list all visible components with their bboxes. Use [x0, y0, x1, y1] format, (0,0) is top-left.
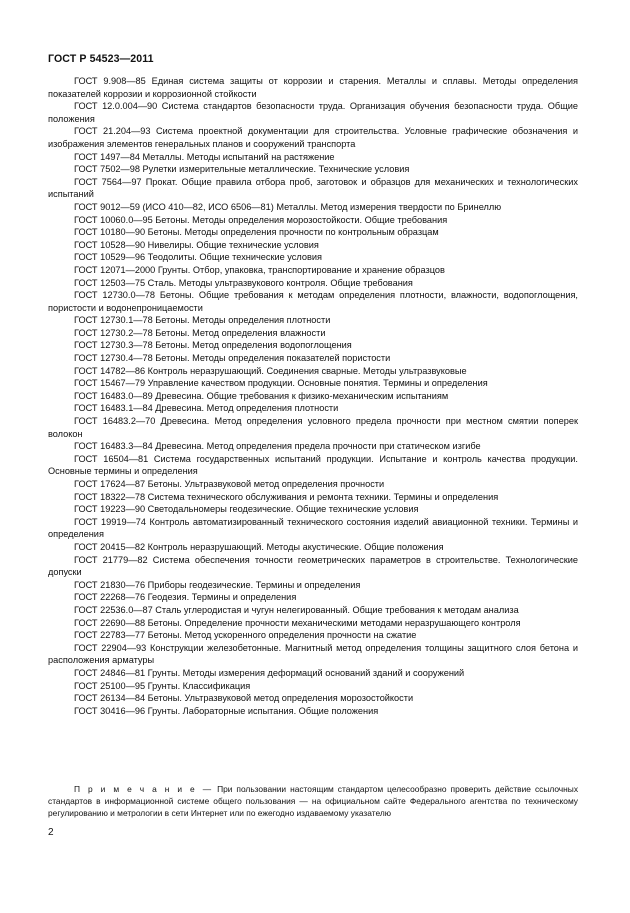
reference-code: ГОСТ 16504—81: [74, 453, 149, 464]
reference-title: Металлы. Методы испытаний на растяжение: [142, 151, 335, 162]
reference-title: Бетоны. Ультразвуковой метод определения прочности: [147, 479, 385, 489]
reference-item: [48, 352, 578, 365]
reference-code: ГОСТ 22536.0—87: [74, 604, 153, 615]
reference-title: Грунты. Лабораторные испытания. Общие положения: [147, 705, 379, 716]
reference-code: ГОСТ 25100—95: [74, 680, 146, 691]
reference-item: [48, 629, 578, 642]
reference-item: [48, 579, 578, 592]
reference-item: [48, 314, 578, 327]
reference-code: ГОСТ 9012—59 (ИСО 410—82, ИСО 6506—81): [74, 201, 274, 212]
reference-item: [48, 377, 578, 390]
reference-code: ГОСТ 12503—75: [74, 277, 146, 288]
reference-item: [48, 591, 578, 604]
reference-title: Бетоны. Общие требования к методам определения плотности, влажности, водопоглощения, пористости и водонепроницаемости: [48, 290, 578, 313]
reference-title: Древесина. Общие требования к физико-механическим испытаниям: [155, 390, 449, 401]
reference-title: Бетоны. Ультразвуковой метод определения морозостойкости: [147, 693, 414, 704]
reference-code: ГОСТ 12730.4—78: [74, 353, 153, 364]
reference-item: [48, 239, 578, 252]
reference-code: ГОСТ 19919—74: [74, 516, 146, 527]
reference-code: ГОСТ 15467—79: [74, 378, 146, 389]
note-paragraph: [48, 783, 578, 820]
reference-code: ГОСТ 22904—93: [74, 642, 147, 653]
reference-title: Система государственных испытаний продукции. Испытание и контроль качества продукции. Основные термины и определения: [48, 453, 578, 477]
document-header: ГОСТ Р 54523—2011: [48, 53, 154, 65]
reference-code: ГОСТ 12730.3—78: [74, 340, 153, 351]
reference-code: ГОСТ 1497—84: [74, 151, 140, 162]
reference-item: [48, 642, 578, 667]
reference-title: Сталь углеродистая и чугун нелегированный. Общие требования к методам анализа: [155, 604, 519, 615]
reference-title: Грунты. Методы измерения деформаций оснований зданий и сооружений: [147, 667, 465, 678]
reference-title: Нивелиры. Общие технические условия: [147, 239, 319, 250]
reference-item: [48, 617, 578, 630]
reference-code: ГОСТ 22783—77: [74, 630, 146, 641]
reference-title: Контроль неразрушающий. Методы акустические. Общие положения: [147, 541, 444, 552]
reference-code: ГОСТ 17624—87: [74, 479, 146, 489]
reference-code: ГОСТ 10528—90: [74, 239, 146, 250]
reference-title: Грунты. Отбор, упаковка, транспортирование и хранение образцов: [157, 264, 445, 275]
reference-item: [48, 75, 578, 100]
reference-item: [48, 277, 578, 290]
reference-title: Бетоны. Методы определения плотности: [155, 315, 331, 326]
reference-code: ГОСТ 18322—78: [74, 491, 146, 502]
reference-item: [48, 604, 578, 617]
reference-title: Геодезия. Термины и определения: [147, 592, 297, 603]
reference-title: Древесина. Метод определения предела прочности при статическом изгибе: [155, 441, 481, 452]
reference-item: [48, 163, 578, 176]
reference-item: [48, 491, 578, 504]
reference-code: ГОСТ 22690—88: [74, 617, 146, 628]
reference-item: [48, 478, 578, 491]
reference-title: Управление качеством продукции. Основные понятия. Термины и определения: [147, 378, 488, 389]
reference-item: [48, 100, 578, 125]
reference-code: ГОСТ 7502—98: [74, 164, 140, 175]
reference-item: [48, 201, 578, 214]
reference-code: ГОСТ 10180—90: [74, 227, 146, 238]
reference-title: Древесина. Метод определения плотности: [155, 403, 339, 414]
reference-code: ГОСТ 12730.2—78: [74, 327, 153, 338]
reference-list: [48, 75, 578, 717]
reference-item: [48, 125, 578, 150]
reference-code: ГОСТ 26134—84: [74, 693, 146, 704]
reference-code: ГОСТ 12730.0—78: [74, 290, 155, 301]
reference-title: Древесина. Метод определения условного предела прочности при местном смятии поперек волокон: [48, 416, 578, 439]
reference-item: [48, 264, 578, 277]
reference-title: Бетоны. Определение прочности механическими методами неразрушающего контроля: [147, 617, 521, 628]
reference-code: ГОСТ 12730.1—78: [74, 315, 153, 326]
note-text: При пользовании настоящим стандартом целесообразно проверить действие ссылочных стандартов в информационной системе общего пользования — на официальном сайте Федерального агентства по техническому регулированию и метрологии в сети Интернет или по ежегодно издаваемому указателю: [48, 784, 579, 819]
reference-item: [48, 541, 578, 554]
reference-item: [48, 226, 578, 239]
reference-code: ГОСТ 12071—2000: [74, 264, 156, 275]
reference-code: ГОСТ 16483.3—84: [74, 441, 153, 452]
reference-title: Конструкции железобетонные. Магнитный метод определения толщины защитного слоя бетона и расположения арматуры: [48, 642, 578, 666]
reference-item: [48, 453, 578, 478]
reference-item: [48, 390, 578, 403]
reference-item: [48, 692, 578, 705]
reference-code: ГОСТ 12.0.004—90: [74, 101, 158, 112]
reference-code: ГОСТ 30416—96: [74, 705, 146, 716]
reference-title: Бетоны. Метод определения влажности: [155, 327, 326, 338]
reference-item: [48, 176, 578, 201]
reference-code: ГОСТ 21779—82: [74, 554, 148, 565]
reference-item: [48, 365, 578, 378]
reference-title: Прокат. Общие правила отбора проб, заготовок и образцов для механических и технологических испытаний: [48, 176, 578, 200]
reference-item: [48, 339, 578, 352]
reference-title: Бетоны. Метод определения водопоглощения: [155, 340, 352, 351]
reference-item: [48, 667, 578, 680]
reference-code: ГОСТ 14782—86: [74, 365, 146, 376]
reference-title: Грунты. Классификация: [147, 680, 251, 691]
reference-code: ГОСТ 19223—90: [74, 504, 146, 515]
reference-title: Контроль неразрушающий. Соединения сварные. Методы ультразвуковые: [147, 365, 467, 376]
reference-title: Единая система защиты от коррозии и старения. Металлы и сплавы. Методы определения показателей коррозии и коррозионной стойкости: [48, 76, 578, 99]
page-number: 2: [48, 827, 54, 838]
reference-title: Бетоны. Методы определения показателей пористости: [155, 353, 391, 364]
note-label: П р и м е ч а н и е —: [74, 784, 214, 794]
reference-item: [48, 440, 578, 453]
reference-item: [48, 705, 578, 718]
reference-code: ГОСТ 16483.0—89: [74, 390, 153, 401]
reference-title: Бетоны. Методы определения прочности по контрольным образцам: [147, 227, 439, 238]
reference-title: Светодальномеры геодезические. Общие технические условия: [147, 504, 419, 515]
reference-title: Контроль автоматизированный технического состояния изделий авиационной техники. Термины и определения: [48, 516, 578, 540]
reference-code: ГОСТ 9.908—85: [74, 76, 146, 86]
reference-item: [48, 151, 578, 164]
reference-code: ГОСТ 10529—96: [74, 252, 146, 263]
reference-code: ГОСТ 16483.2—70: [74, 416, 156, 427]
reference-title: Система проектной документации для строительства. Условные графические обозначения и изображения элементов генеральных планов и сооружений транспорта: [48, 126, 578, 149]
reference-title: Бетоны. Методы определения морозостойкости. Общие требования: [155, 214, 448, 225]
reference-title: Металлы. Метод измерения твердости по Бринеллю: [276, 201, 502, 212]
reference-title: Бетоны. Метод ускоренного определения прочности на сжатие: [147, 630, 417, 641]
reference-item: [48, 415, 578, 440]
reference-item: [48, 251, 578, 264]
reference-title: Система технического обслуживания и ремонта техники. Термины и определения: [147, 491, 499, 502]
reference-title: Система обеспечения точности геометрических параметров в строительстве. Технологические допуски: [48, 554, 578, 578]
reference-code: ГОСТ 24846—81: [74, 667, 146, 678]
reference-code: ГОСТ 16483.1—84: [74, 403, 153, 414]
reference-item: [48, 327, 578, 340]
reference-code: ГОСТ 10060.0—95: [74, 214, 153, 225]
reference-item: [48, 680, 578, 693]
reference-title: Сталь. Методы ультразвукового контроля. Общие требования: [147, 277, 413, 288]
reference-code: ГОСТ 22268—76: [74, 592, 146, 603]
reference-title: Рулетки измерительные металлические. Технические условия: [142, 164, 410, 175]
reference-title: Приборы геодезические. Термины и определения: [147, 579, 361, 590]
reference-item: [48, 516, 578, 541]
reference-title: Теодолиты. Общие технические условия: [147, 252, 322, 263]
reference-code: ГОСТ 21830—76: [74, 579, 146, 590]
reference-item: [48, 503, 578, 516]
reference-item: [48, 554, 578, 579]
reference-code: ГОСТ 21.204—93: [74, 126, 151, 137]
reference-item: [48, 214, 578, 227]
reference-item: [48, 402, 578, 415]
reference-code: ГОСТ 20415—82: [74, 541, 146, 552]
reference-item: [48, 289, 578, 314]
reference-code: ГОСТ 7564—97: [74, 176, 142, 187]
reference-title: Система стандартов безопасности труда. Организация обучения безопасности труда. Общие положения: [48, 101, 578, 124]
